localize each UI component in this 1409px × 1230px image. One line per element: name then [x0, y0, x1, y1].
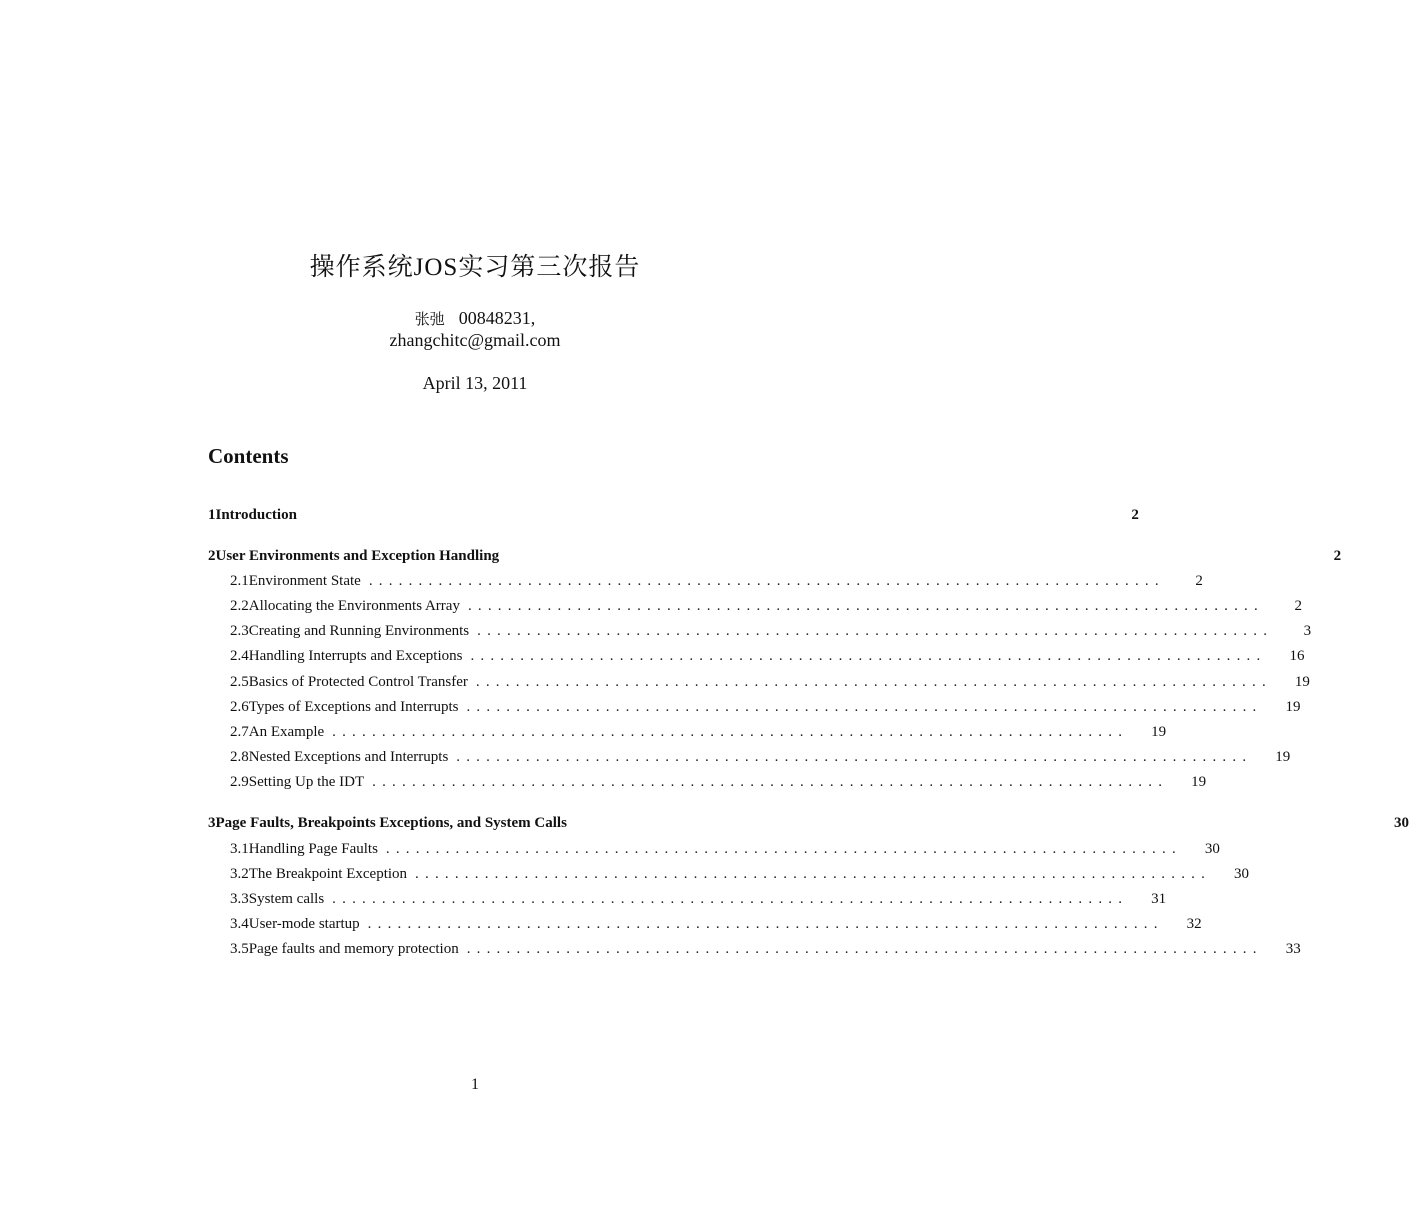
toc-entry-page: 30: [1204, 841, 1220, 857]
toc-entry-title: Handling Interrupts and Exceptions: [248, 648, 463, 664]
toc-entry-number: 2.2: [230, 598, 249, 614]
toc-subsection-entry[interactable]: [208, 774, 1207, 796]
footer-page-number: 1: [471, 1076, 479, 1093]
document-date: April 13, 2011: [422, 373, 528, 393]
toc-dot-leader: ................................................................................: [475, 674, 1272, 690]
toc-entry-title: Allocating the Environments Array: [248, 598, 460, 614]
toc-entry-title: Page Faults, Breakpoints Exceptions, and System Calls: [215, 815, 567, 831]
toc-subsection-entry[interactable]: [208, 699, 1301, 721]
toc-subsection-entry[interactable]: [208, 724, 1167, 746]
toc-entry-title: Creating and Running Environments: [248, 623, 470, 639]
toc-entry-title: Basics of Protected Control Transfer: [248, 674, 468, 690]
toc-subsection-entry[interactable]: [208, 598, 1302, 620]
toc-entry-page: 2: [1294, 598, 1302, 614]
toc-section-entry[interactable]: [208, 815, 1409, 837]
toc-section-entry[interactable]: [208, 507, 1139, 529]
toc-entry-number: 3.3: [230, 891, 249, 907]
author-email: zhangchitc@gmail.com: [389, 330, 561, 350]
toc-entry-number: 2.4: [230, 648, 249, 664]
toc-dot-leader: ................................................................................: [332, 891, 1129, 907]
toc-entry-title: An Example: [248, 724, 325, 740]
toc-entry-page: 19: [1285, 699, 1301, 715]
toc-entry-page: 30: [1234, 866, 1250, 882]
toc-subsection-entry[interactable]: [208, 841, 1220, 863]
author-line: [0, 308, 950, 329]
toc-entry-number: 2: [208, 548, 216, 564]
toc-dot-leader: ................................................................................: [466, 941, 1263, 957]
toc-dot-leader: ................................................................................: [470, 648, 1267, 664]
toc-entry-title: Environment State: [248, 573, 361, 589]
toc-dot-leader: ................................................................................: [372, 774, 1169, 790]
toc-dot-leader: ................................................................................: [367, 916, 1164, 932]
toc-entry-number: 1: [208, 507, 216, 523]
toc-subsection-entry[interactable]: [208, 891, 1167, 913]
toc-entry-title: User-mode startup: [248, 916, 360, 932]
toc-subsection-entry[interactable]: [208, 573, 1203, 595]
toc-entry-page: 16: [1289, 648, 1305, 664]
toc-dot-leader: ................................................................................: [332, 724, 1129, 740]
toc-subsection-entry[interactable]: [208, 749, 1291, 771]
toc-entry-page: 2: [1195, 573, 1203, 589]
toc-entry-title: Setting Up the IDT: [248, 774, 365, 790]
toc-entry-number: 2.5: [230, 674, 249, 690]
toc-entry-number: 2.1: [230, 573, 249, 589]
toc-entry-number: 3.5: [230, 941, 249, 957]
toc-entry-title: Page faults and memory protection: [248, 941, 459, 957]
toc-entry-page: 33: [1285, 941, 1301, 957]
toc-subsection-entry[interactable]: [208, 674, 1310, 696]
toc-entry-page: 19: [1294, 674, 1310, 690]
toc-entry-number: 3: [208, 815, 216, 831]
toc-entry-title: Types of Exceptions and Interrupts: [248, 699, 459, 715]
toc-entry-number: 2.9: [230, 774, 249, 790]
toc-entry-page: 19: [1151, 724, 1167, 740]
toc-dot-leader: ................................................................................: [385, 841, 1182, 857]
toc-dot-leader: ................................................................................: [456, 749, 1253, 765]
toc-dot-leader: ................................................................................: [368, 573, 1165, 589]
toc-dot-leader: ................................................................................: [477, 623, 1274, 639]
author-name: 张弛: [414, 312, 445, 328]
toc-entry-number: 2.7: [230, 724, 249, 740]
toc-entry-page: 2: [1333, 548, 1342, 564]
toc-subsection-entry[interactable]: [208, 941, 1301, 963]
toc-entry-page: 32: [1186, 916, 1202, 932]
toc-entry-number: 3.1: [230, 841, 249, 857]
toc-entry-title: User Environments and Exception Handling: [215, 548, 500, 564]
toc-dot-leader: ................................................................................: [415, 866, 1212, 882]
toc-entry-title: The Breakpoint Exception: [248, 866, 408, 882]
toc-entry-page: 19: [1191, 774, 1207, 790]
toc-subsection-entry[interactable]: [208, 648, 1305, 670]
toc-dot-leader: ................................................................................: [466, 699, 1263, 715]
toc-entry-page: 31: [1151, 891, 1167, 907]
toc-entry-page: 30: [1393, 815, 1409, 831]
toc-entry-title: System calls: [248, 891, 325, 907]
toc-entry-number: 3.4: [230, 916, 249, 932]
toc-subsection-entry[interactable]: [208, 866, 1250, 888]
toc-entry-title: Nested Exceptions and Interrupts: [248, 749, 449, 765]
toc-entry-number: 2.6: [230, 699, 249, 715]
toc-entry-title: Handling Page Faults: [248, 841, 378, 857]
toc-dot-leader: ................................................................................: [467, 598, 1264, 614]
toc-entry-number: 2.8: [230, 749, 249, 765]
toc-entry-page: 2: [1131, 507, 1139, 523]
contents-heading: Contents: [208, 444, 289, 468]
toc-entry-page: 3: [1303, 623, 1312, 639]
document-title: 操作系统JOS实习第三次报告: [309, 254, 641, 281]
toc-subsection-entry[interactable]: [208, 916, 1202, 938]
toc-entry-title: Introduction: [215, 507, 297, 523]
toc-entry-number: 2.3: [230, 623, 249, 639]
toc-entry-number: 3.2: [230, 866, 249, 882]
toc-entry-page: 19: [1275, 749, 1291, 765]
toc-section-entry[interactable]: [208, 548, 1342, 570]
author-id: 00848231,: [458, 308, 536, 328]
toc-subsection-entry[interactable]: [208, 623, 1312, 645]
